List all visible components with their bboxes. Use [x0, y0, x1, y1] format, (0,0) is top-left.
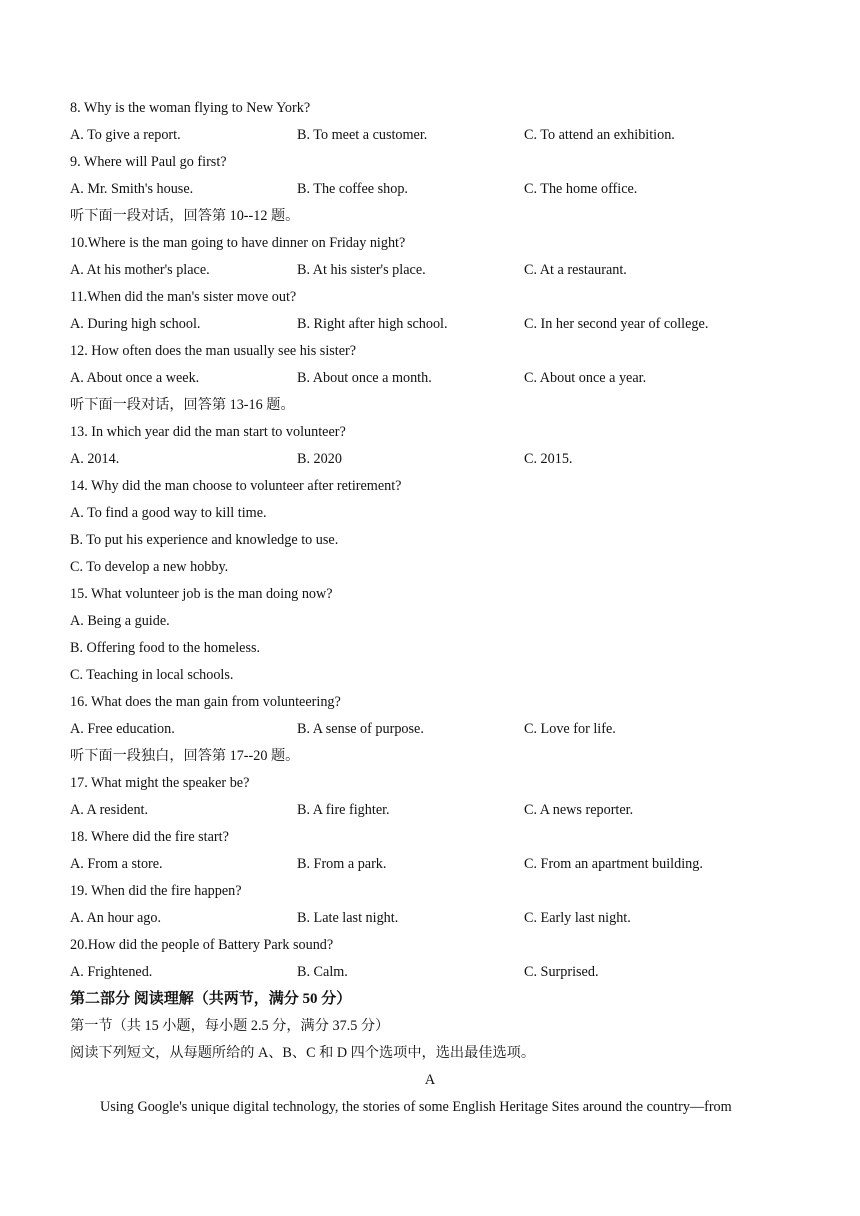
option-a: A. A resident.	[70, 802, 149, 818]
option-c: C. Teaching in local schools.	[70, 667, 234, 683]
question-stem: 17. What might the speaker be?	[70, 775, 250, 791]
option-c: C. In her second year of college.	[524, 316, 709, 332]
option-a: A. From a store.	[70, 856, 163, 872]
option-b: B. About once a month.	[297, 370, 432, 386]
question-stem: 18. Where did the fire start?	[70, 829, 229, 845]
question-stem: 14. Why did the man choose to volunteer after retirement?	[70, 478, 402, 494]
question-stem: 15. What volunteer job is the man doing now?	[70, 586, 333, 602]
option-a: A. To give a report.	[70, 127, 181, 143]
option-c: C. To attend an exhibition.	[524, 127, 675, 143]
option-a: A. Frightened.	[70, 964, 153, 980]
option-a: A. During high school.	[70, 316, 201, 332]
option-a: A. About once a week.	[70, 370, 200, 386]
question-stem: 9. Where will Paul go first?	[70, 154, 227, 170]
option-a: A. Mr. Smith's house.	[70, 181, 194, 197]
part-heading: 第二部分 阅读理解（共两节，满分 50 分）	[70, 991, 352, 1007]
option-b: B. The coffee shop.	[297, 181, 408, 197]
option-a: A. To find a good way to kill time.	[70, 505, 267, 521]
option-c: C. To develop a new hobby.	[70, 559, 229, 575]
question-stem: 10.Where is the man going to have dinner on Friday night?	[70, 235, 406, 251]
question-stem: 11.When did the man's sister move out?	[70, 289, 297, 305]
option-b: B. Offering food to the homeless.	[70, 640, 261, 656]
option-b: B. From a park.	[297, 856, 387, 872]
question-stem: 16. What does the man gain from volunteering?	[70, 694, 341, 710]
question-stem: 12. How often does the man usually see his sister?	[70, 343, 357, 359]
listening-instruction: 听下面一段对话，回答第 13-16 题。	[70, 397, 295, 413]
option-a: A. 2014.	[70, 451, 120, 467]
option-c: C. About once a year.	[524, 370, 647, 386]
reading-directions: 阅读下列短文，从每题所给的 A、B、C 和 D 四个选项中，选出最佳选项。	[70, 1045, 536, 1061]
option-a: A. At his mother's place.	[70, 262, 210, 278]
question-stem: 20.How did the people of Battery Park sound?	[70, 937, 334, 953]
option-c: C. From an apartment building.	[524, 856, 703, 872]
section-heading: 第一节（共 15 小题，每小题 2.5 分，满分 37.5 分）	[70, 1018, 390, 1034]
listening-instruction: 听下面一段对话，回答第 10--12 题。	[70, 208, 300, 224]
option-b: B. To meet a customer.	[297, 127, 428, 143]
option-b: B. A sense of purpose.	[297, 721, 424, 737]
option-c: C. Love for life.	[524, 721, 616, 737]
option-a: A. Free education.	[70, 721, 175, 737]
option-c: C. A news reporter.	[524, 802, 634, 818]
question-stem: 13. In which year did the man start to volunteer?	[70, 424, 346, 440]
option-c: C. Early last night.	[524, 910, 631, 926]
option-b: B. At his sister's place.	[297, 262, 426, 278]
option-b: B. A fire fighter.	[297, 802, 390, 818]
passage-label: A	[424, 1072, 436, 1088]
option-a: A. An hour ago.	[70, 910, 162, 926]
option-b: B. Late last night.	[297, 910, 399, 926]
passage-text: Using Google's unique digital technology, the stories of some English Heritage Sites around the country—from	[100, 1099, 732, 1115]
question-stem: 8. Why is the woman flying to New York?	[70, 100, 311, 116]
option-a: A. Being a guide.	[70, 613, 170, 629]
option-c: C. The home office.	[524, 181, 638, 197]
option-b: B. 2020	[297, 451, 342, 467]
option-c: C. At a restaurant.	[524, 262, 627, 278]
listening-instruction: 听下面一段独白，回答第 17--20 题。	[70, 748, 300, 764]
option-b: B. To put his experience and knowledge to use.	[70, 532, 339, 548]
question-stem: 19. When did the fire happen?	[70, 883, 242, 899]
option-b: B. Right after high school.	[297, 316, 448, 332]
option-c: C. 2015.	[524, 451, 573, 467]
option-b: B. Calm.	[297, 964, 348, 980]
option-c: C. Surprised.	[524, 964, 599, 980]
